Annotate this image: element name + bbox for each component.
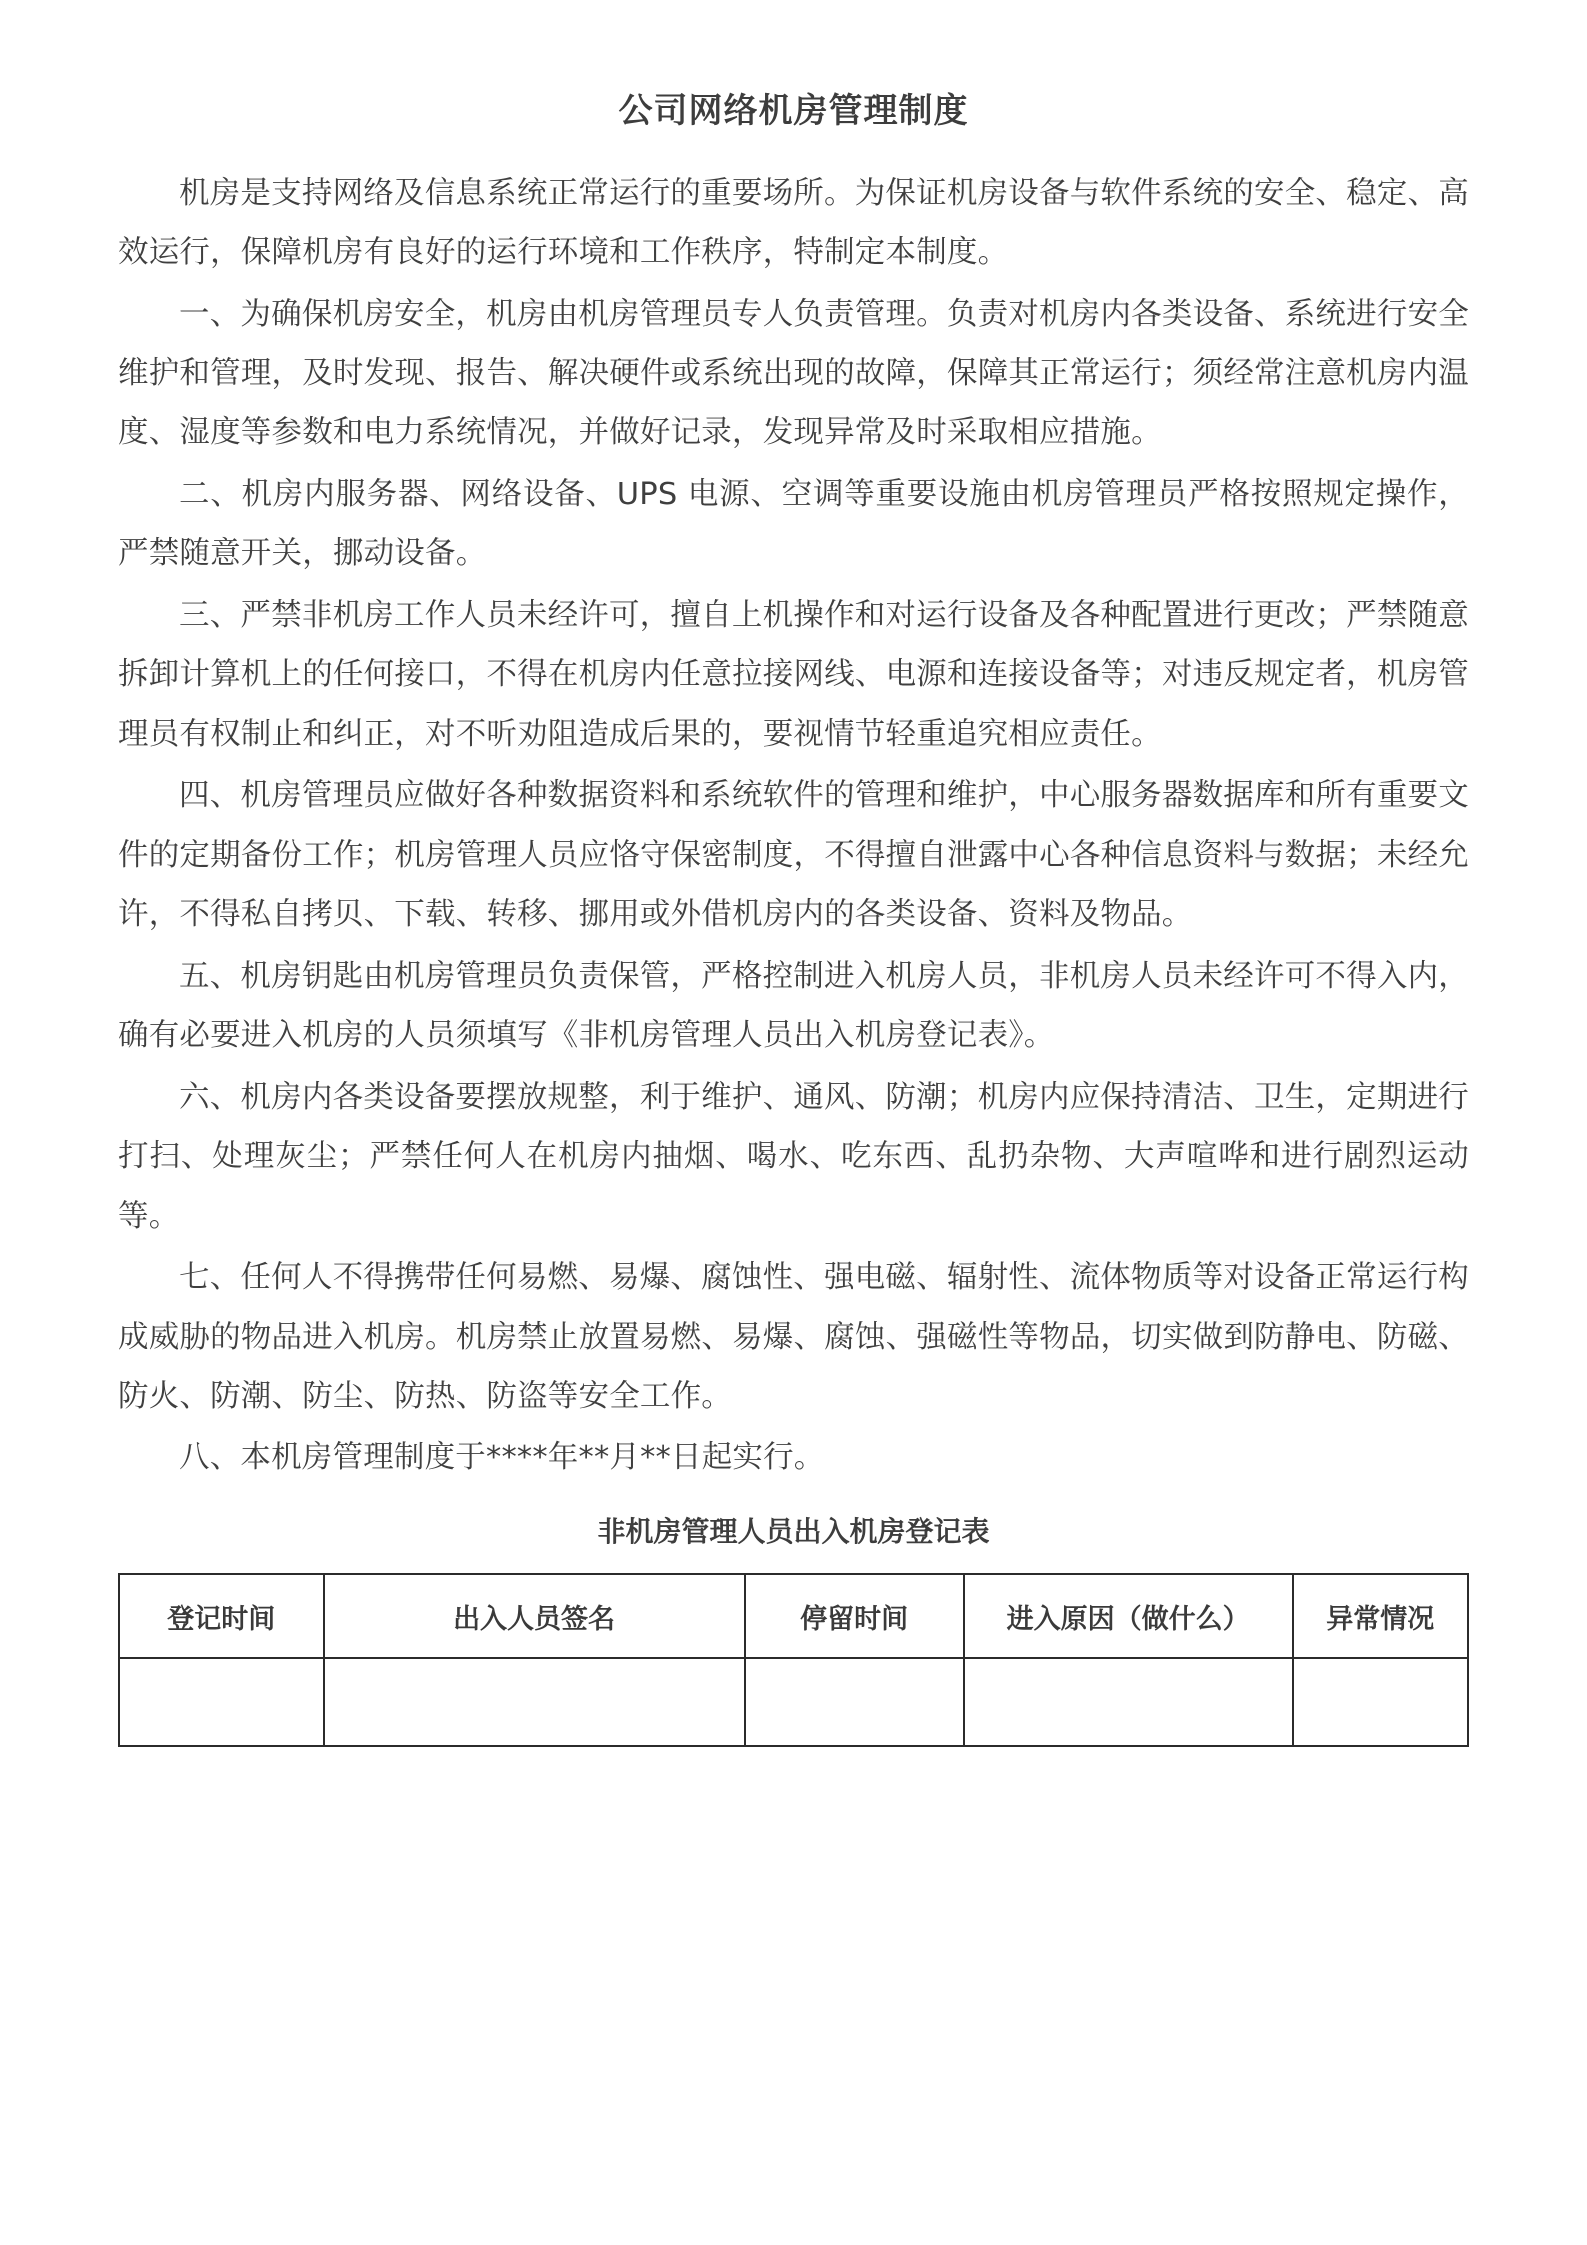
table-column-header-abnormal-situation: 异常情况 [1293,1574,1468,1658]
paragraph-item-3: 三、严禁非机房工作人员未经许可，擅自上机操作和对运行设备及各种配置进行更改；严禁随意拆卸计算机上的任何接口，不得在机房内任意拉接网线、电源和连接设备等；对违反规定者，机房管理员有权制止和纠正，对不听劝阻造成后果的，要视情节轻重追究相应责任。 [118,597,1469,752]
paragraph-item-5: 五、机房钥匙由机房管理员负责保管，严格控制进入机房人员，非机房人员未经许可不得入内，确有必要进入机房的人员须填写《非机房管理人员出入机房登记表》。 [118,958,1469,1054]
table-column-header-entry-reason: 进入原因（做什么） [964,1574,1293,1658]
table-column-header-visitor-signature: 出入人员签名 [324,1574,745,1658]
table-cell-visitor-signature[interactable] [324,1658,745,1746]
paragraph-item-7: 七、任何人不得携带任何易燃、易爆、腐蚀性、强电磁、辐射性、流体物质等对设备正常运行构成威胁的物品进入机房。机房禁止放置易燃、易爆、腐蚀、强磁性等物品，切实做到防静电、防磁、防火、防潮、防尘、防热、防盗等安全工作。 [118,1260,1469,1414]
table-column-header-registration-time: 登记时间 [119,1574,324,1658]
table-header-row [119,1574,1468,1658]
paragraph-item-1: 一、为确保机房安全，机房由机房管理员专人负责管理。负责对机房内各类设备、系统进行安全维护和管理，及时发现、报告、解决硬件或系统出现的故障，保障其正常运行；须经常注意机房内温度、湿度等参数和电力系统情况，并做好记录，发现异常及时采取相应措施。 [118,296,1469,451]
table-body [119,1658,1468,1746]
table-row [119,1658,1468,1746]
paragraph-item-6: 六、机房内各类设备要摆放规整，利于维护、通风、防潮；机房内应保持清洁、卫生，定期进行打扫、处理灰尘；严禁任何人在机房内抽烟、喝水、吃东西、乱扔杂物、大声喧哗和进行剧烈运动等。 [118,1079,1469,1234]
paragraph-item-4: 四、机房管理员应做好各种数据资料和系统软件的管理和维护，中心服务器数据库和所有重要文件的定期备份工作；机房管理人员应恪守保密制度，不得擅自泄露中心各种信息资料与数据；未经允许，不得私自拷贝、下载、转移、挪用或外借机房内的各类设备、资料及物品。 [118,778,1469,933]
page-title: 公司网络机房管理制度 [618,91,969,131]
paragraph-intro: 机房是支持网络及信息系统正常运行的重要场所。为保证机房设备与软件系统的安全、稳定、高效运行，保障机房有良好的运行环境和工作秩序，特制定本制度。 [118,175,1469,271]
paragraph-item-2: 二、机房内服务器、网络设备、UPS 电源、空调等重要设施由机房管理员严格按照规定操作，严禁随意开关，挪动设备。 [118,476,1469,572]
table-cell-stay-duration[interactable] [745,1658,964,1746]
table-cell-abnormal-situation[interactable] [1293,1658,1468,1746]
table-cell-entry-reason[interactable] [964,1658,1293,1746]
table-header [119,1574,1468,1658]
table-cell-registration-time[interactable] [119,1658,324,1746]
paragraph-item-8: 八、本机房管理制度于****年**月**日起实行。 [179,1440,825,1476]
table-column-header-stay-duration: 停留时间 [745,1574,964,1658]
register-table-heading: 非机房管理人员出入机房登记表 [597,1514,990,1548]
register-table [118,1573,1469,1747]
